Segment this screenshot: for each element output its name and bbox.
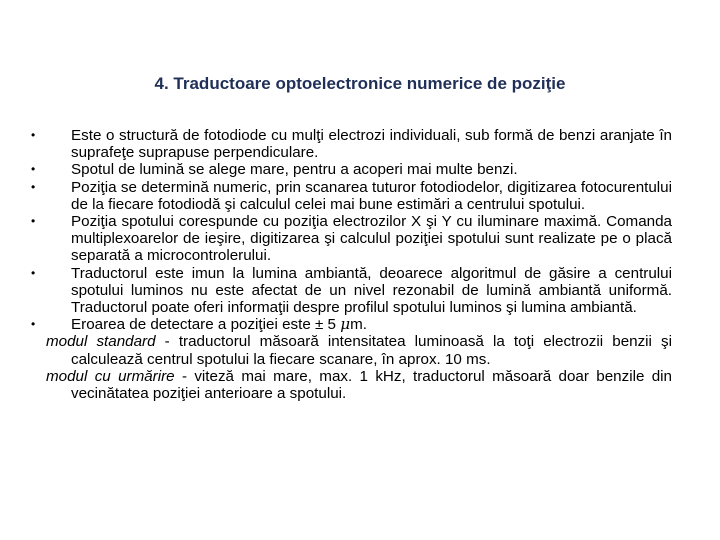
bullet-item [31,213,672,265]
mode-description [46,333,672,367]
mode-text: - viteză mai mare, max. 1 kHz, traductorul măsoară doar benzile din vecinătatea poziţiei anterioare a spotului. [71,367,672,403]
bullet-item [31,127,672,162]
bullet-item [31,315,672,334]
micro-symbol: μ [340,315,351,334]
bullet-item [31,264,672,317]
bullet-item [31,161,672,179]
bullet-text: Spotul de lumină se alege mare, pentru a acoperi mai multe benzi. [71,161,518,179]
bullet-symbol: • [31,179,36,194]
mode-name: modul standard [46,333,156,351]
bullet-text: Traductorul este imun la lumina ambiantă, deoarece algoritmul de găsire a centrului spotului luminos nu este afectat de un nivel rezonabil de lumină ambiantă uniformă. Traductorul poate oferi informaţii despre profilul spotului luminos şi lumina ambiantă. [71,264,672,317]
slide-body [31,127,672,403]
slide-title: 4. Traductoare optoelectronice numerice de poziţie [154,74,566,93]
bullet-text: Poziţia spotului corespunde cu poziţia electrozilor X şi Y cu iluminare maximă. Comanda multiplexoarelor de ieşire, digitizarea şi calculul poziţiei spotului sunt realizate pe o placă separată a microcontrolerului. [71,213,672,265]
bullet-symbol: • [31,265,36,280]
bullet-symbol: • [31,214,36,229]
bullet-symbol: • [31,162,36,177]
bullet-symbol: • [31,317,36,332]
bullet-text-unit: m. [350,316,367,334]
mode-name: modul cu urmărire [46,367,175,385]
bullet-text: Poziţia se determină numeric, prin scanarea tuturor fotodiodelor, digitizarea fotocurentului de la fiecare fotodiodă şi calculul celei mai bune estimări a centrului spotului. [71,178,672,213]
bullet-text: Este o structură de fotodiode cu mulţi electrozi individuali, sub formă de benzi aranjate în suprafeţe suprapuse perpendiculare. [71,127,672,162]
bullet-text: Eroarea de detectare a poziţiei este ± 5 [71,316,341,334]
bullet-symbol: • [31,128,36,142]
mode-description [46,368,672,402]
mode-text: - traductorul măsoară intensitatea luminoasă la toţi electrozii benzii şi calculează centrul spotului la fiecare scanare, în aprox. 10 ms. [71,333,672,368]
bullet-item [31,178,672,213]
